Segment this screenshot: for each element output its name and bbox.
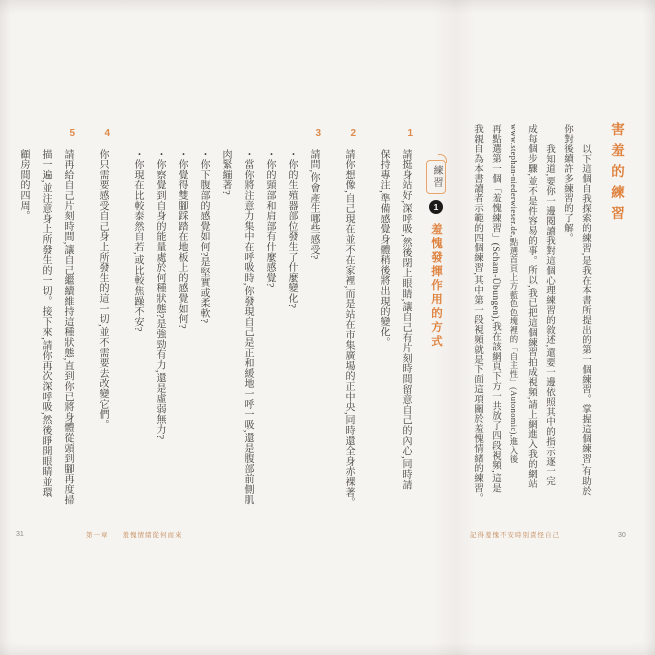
exercise-steps xyxy=(12,128,416,531)
step-column: 請問,你會產生哪些感受? xyxy=(308,149,319,260)
step-number: 1 xyxy=(407,128,413,139)
body-column: 再點選第一個「羞愧練習」(Scham-Übungen),我在該網頁下方一共放了四段視頻,這是 xyxy=(490,124,500,493)
footer-book-title: 記得羞愧不安時別責怪自己 xyxy=(470,532,560,539)
step-2 xyxy=(337,128,359,525)
body-column: 你對後續許多練習的了解。 xyxy=(562,124,572,243)
footer-chapter xyxy=(86,530,183,539)
step-4 xyxy=(91,128,113,525)
exercise-header xyxy=(423,160,449,349)
step-column: 保持專注,準備感覺身體稍後將出現的變化。 xyxy=(378,149,389,348)
body-column: 成每個步驟,並不是件容易的事。所以,我已把這個練習拍成視頻,請上網進入我的網站 xyxy=(526,124,536,489)
step-bullet-column: 肉緊繃著? xyxy=(220,149,231,195)
page-number-left: 31 xyxy=(16,531,24,538)
section-title: 害羞的練習 xyxy=(609,122,624,227)
step-number: 3 xyxy=(315,128,321,139)
body-column: 以下這個自我探索的練習,是我在本書所提出的第一個練習。掌握這個練習,有助於 xyxy=(580,144,590,497)
exercise-badge: 練習 xyxy=(426,160,446,194)
footer-chapter-number: 第一章 xyxy=(86,532,109,539)
step-bullet-column: ・當你將注意力集中在呼吸時,你發現自己是正和緩地一呼一吸,還是腹部前側肌 xyxy=(242,149,253,505)
step-column: 顧房間的四周。 xyxy=(18,149,29,222)
step-5 xyxy=(12,128,78,525)
step-3 xyxy=(126,128,324,525)
body-column: 我知道,要你一邊閱讀我對這個心理練習的敘述,還要一邊依照其中的指示逐一完 xyxy=(544,144,554,487)
step-number: 4 xyxy=(104,128,110,139)
step-number: 2 xyxy=(350,128,356,139)
footer-chapter-title: 羞愧情緒從何而來 xyxy=(122,532,183,539)
page-number-right: 30 xyxy=(618,532,626,539)
right-page-body xyxy=(468,124,594,502)
step-bullet-column: ・你現在比較泰然自若,或比較焦躁不安? xyxy=(132,149,143,332)
step-column: 請再給自己片刻時間,讓自己繼續維持這種狀態,直到你已將身體從頭到腳再度掃 xyxy=(62,149,73,505)
step-column: 描一遍,並注意身上所發生的一切。接下來,請你再次深呼吸,然後睜開眼睛並環 xyxy=(40,149,51,498)
step-1 xyxy=(372,128,416,525)
body-column: 我親自為本書讀者示範的四個練習,其中第一段視頻就是下面這項關於羞愧情緒的練習。 xyxy=(472,124,482,503)
step-number: 5 xyxy=(69,128,75,139)
body-column-with-url: www.stephan-niederwieser.de,點選首頁上方藍色色塊裡的「自主性」(Autonomic),進入後 xyxy=(509,124,518,464)
exercise-title: 羞愧發揮作用的方式 xyxy=(430,223,442,349)
step-column: 請挺身站好,深呼吸,然後閉上眼睛,讓自己有片刻時間留意自己的內心,同時請 xyxy=(400,149,411,490)
exercise-number-circle: 1 xyxy=(429,200,443,214)
step-bullet-column: ・你察覺到自身的能量處於何種狀態?是強勁有力,還是虛弱無力? xyxy=(154,149,165,440)
step-column: 請你想像,自己現在並不在家裡,而是站在市集廣場的正中央,同時還全身赤裸著。 xyxy=(343,149,354,508)
step-column: 你只需要感受自己身上所發生的這一切,並不需要去改變它們。 xyxy=(97,149,108,430)
step-bullet-column: ・你的生殖器部位發生了什麼變化? xyxy=(286,149,297,309)
step-bullet-column: ・你下腹部的感覺如何?是堅實或柔軟? xyxy=(198,149,209,324)
step-bullet-column: ・你覺得雙腳踩踏在地板上的感覺如何? xyxy=(176,149,187,329)
step-bullet-column: ・你的頸部和肩部有什麼感覺? xyxy=(264,149,275,288)
